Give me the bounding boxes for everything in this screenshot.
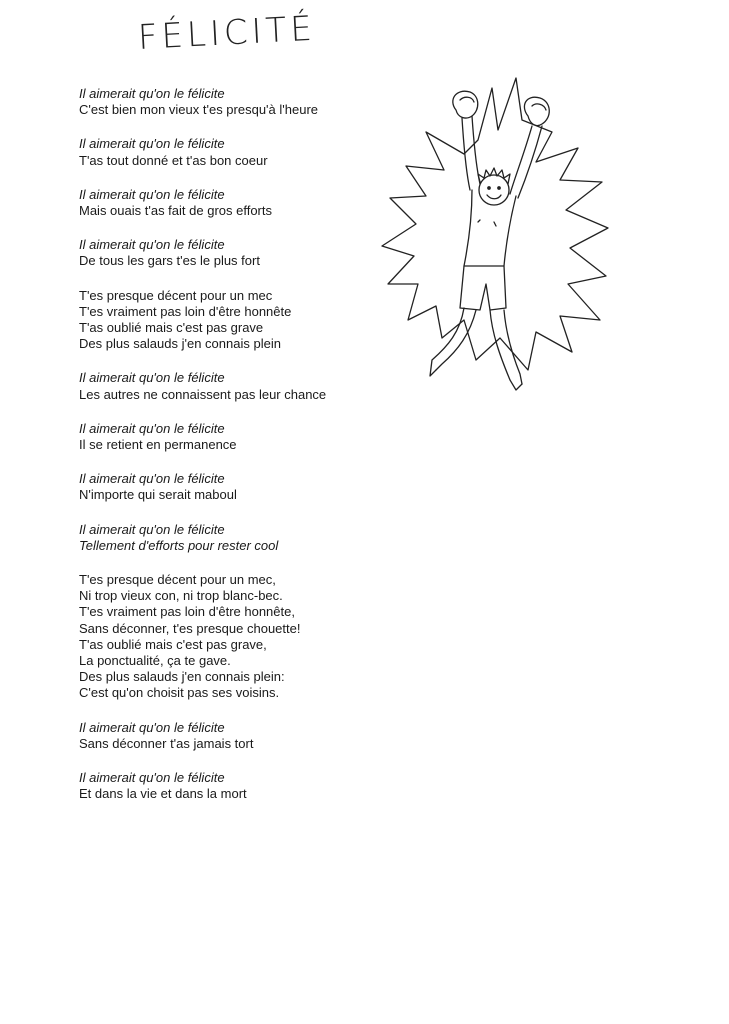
lyric-line: Il aimerait qu'on le félicite: [79, 521, 225, 537]
stanza: [79, 86, 379, 118]
stanza: [79, 370, 379, 402]
head: [479, 175, 509, 205]
lyric-line: C'est qu'on choisit pas ses voisins.: [79, 685, 280, 701]
stanza: [79, 288, 379, 353]
stanza: [79, 237, 379, 269]
lyric-line: Des plus salauds j'en connais plein: [79, 336, 281, 352]
lyric-line: N'importe qui serait maboul: [79, 487, 237, 503]
lyric-line: T'es vraiment pas loin d'être honnête: [79, 303, 292, 319]
boxer-illustration: [360, 70, 620, 450]
shorts: [460, 266, 506, 310]
right-arm: [510, 126, 532, 194]
torso: [464, 190, 472, 266]
page-title: FÉLICITÉ: [136, 8, 317, 58]
lyric-line: Il aimerait qu'on le félicite: [79, 471, 225, 487]
lyric-line: T'as oublié mais c'est pas grave: [79, 320, 264, 336]
lyric-line: Et dans la vie et dans la mort: [79, 786, 247, 802]
lyric-line: T'as tout donné et t'as bon coeur: [79, 152, 268, 168]
stanza: [79, 421, 379, 453]
stanza: [79, 720, 379, 752]
stanza: [79, 770, 379, 802]
lyric-line: Sans déconner t'as jamais tort: [79, 735, 254, 751]
lyric-line: Des plus salauds j'en connais plein:: [79, 669, 285, 685]
lyric-line: Mais ouais t'as fait de gros efforts: [79, 203, 273, 219]
left-leg: [430, 308, 464, 376]
lyric-line: T'es presque décent pour un mec,: [79, 572, 276, 588]
lyric-line: Il aimerait qu'on le félicite: [79, 237, 225, 253]
left-glove: [453, 91, 478, 118]
lyric-line: Les autres ne connaissent pas leur chance: [79, 386, 327, 402]
lyric-line: Il aimerait qu'on le félicite: [79, 370, 225, 386]
lyric-line: T'as oublié mais c'est pas grave,: [79, 636, 267, 652]
lyric-line: Il aimerait qu'on le félicite: [79, 719, 225, 735]
lyric-line: Il aimerait qu'on le félicite: [79, 186, 225, 202]
stanza: [79, 187, 379, 219]
lyric-line: T'es vraiment pas loin d'être honnête,: [79, 604, 295, 620]
lyric-line: Il aimerait qu'on le félicite: [79, 86, 225, 101]
lyric-line: Ni trop vieux con, ni trop blanc-bec.: [79, 588, 283, 604]
stanza: [79, 522, 379, 554]
stanza: [79, 136, 379, 168]
right-glove: [524, 97, 549, 125]
lyric-line: Il aimerait qu'on le félicite: [79, 136, 225, 152]
lyric-line: La ponctualité, ça te gave.: [79, 653, 231, 669]
stanza: [79, 572, 379, 702]
lyric-line: Il aimerait qu'on le félicite: [79, 420, 225, 436]
lyrics-body: [79, 86, 379, 821]
lyric-line: Il aimerait qu'on le félicite: [79, 770, 225, 786]
stanza: [79, 471, 379, 503]
lyric-line: Il se retient en permanence: [79, 437, 237, 453]
lyric-line: C'est bien mon vieux t'es presqu'à l'heure: [79, 102, 319, 118]
lyric-line: T'es presque décent pour un mec: [79, 287, 273, 303]
lyric-line: Tellement d'efforts pour rester cool: [79, 537, 279, 553]
lyric-line: Sans déconner, t'es presque chouette!: [79, 620, 301, 636]
lyric-line: De tous les gars t'es le plus fort: [79, 253, 260, 269]
